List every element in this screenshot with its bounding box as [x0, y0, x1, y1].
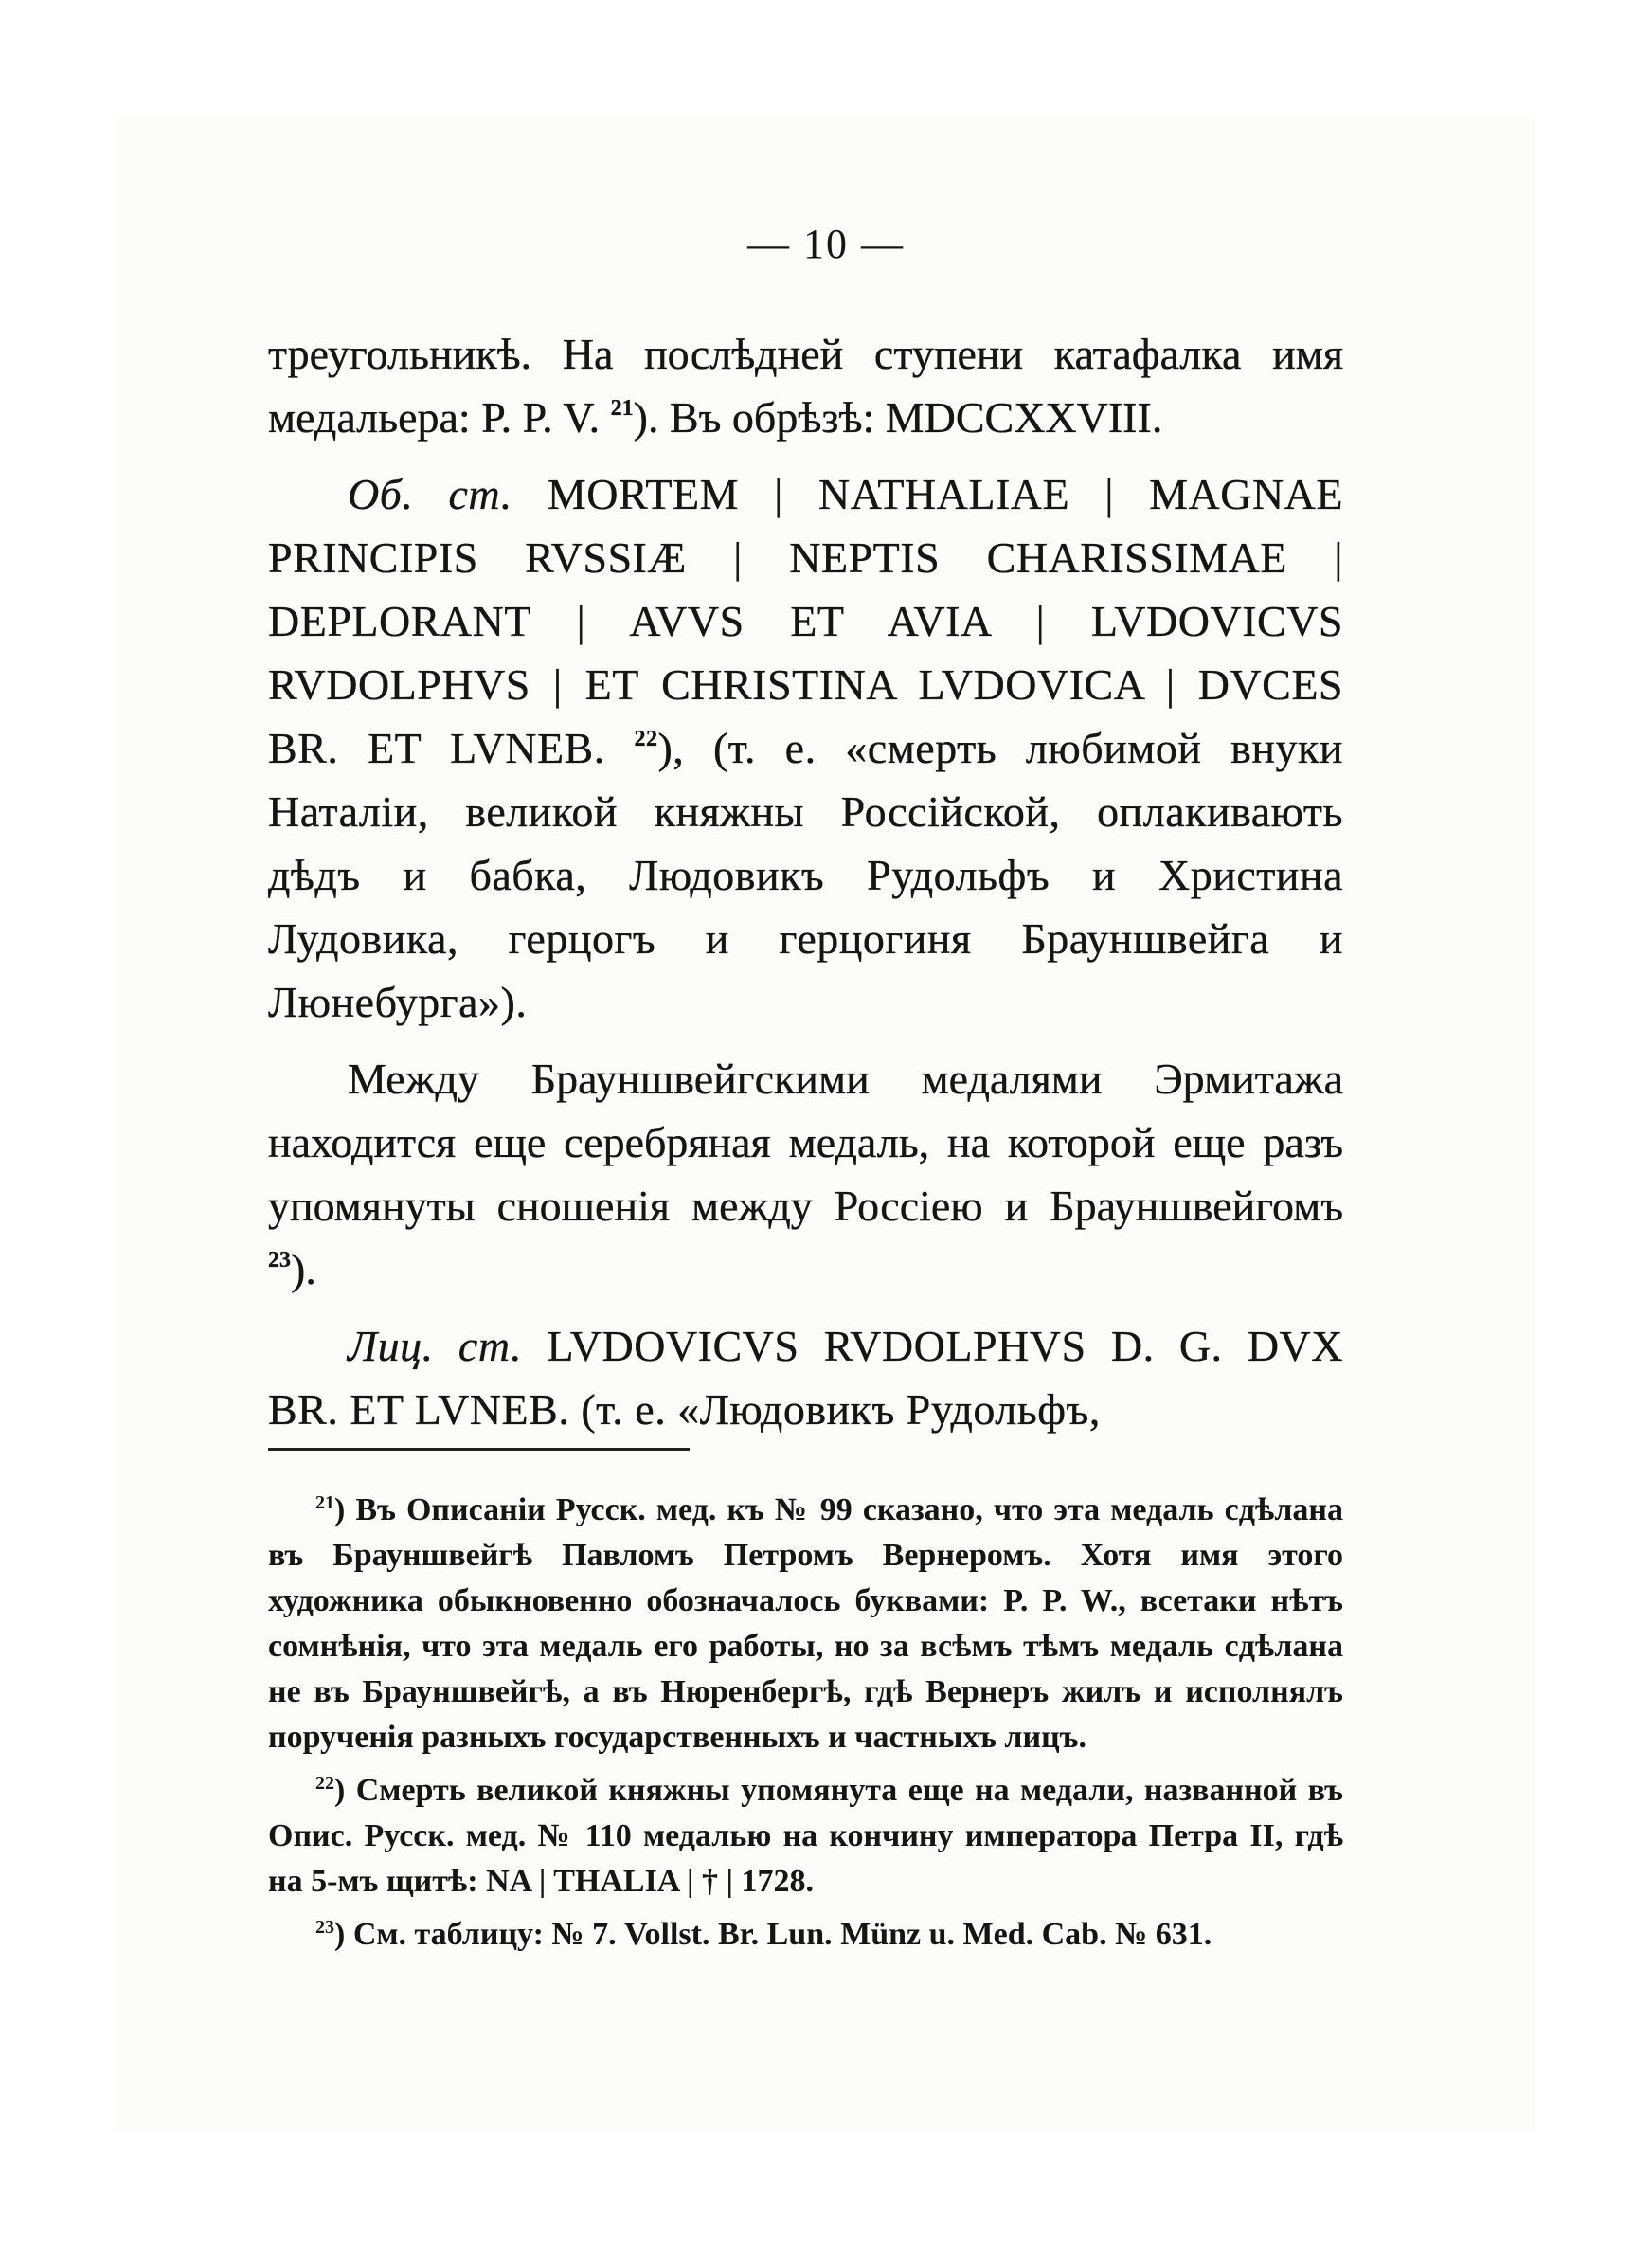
paragraph-2: Об. ст. MORTEM | NATHALIAE | MAGNAE PRINCIPIS RVSSIÆ | NEPTIS CHARISSIMAE | DEPLORANT | AVVS ET AVIA | LVDOVICVS RVDOLPHVS | ET CHRISTINA LVDOVICA | DVCES BR. ET LVNEB. $^{22}$), (т. е. «смерть любимой внуки Наталіи, великой княжны Россійской, оплакивають дѣдъ и бабка, Людовикъ Рудольфъ и Христина Лудовика, герцогъ и герцогиня Брауншвейга и Люнебурга»). [268, 470, 1343, 1026]
obverse-label: Об. ст. [348, 470, 512, 518]
page-number: — 10 — [747, 221, 905, 267]
footnotes [268, 1488, 1343, 1965]
footnote-ref-22[interactable]: 22 [634, 727, 658, 751]
paragraph-4: Лиц. ст. LVDOVICVS RVDOLPHVS D. G. DVX BR. ET LVNEB. (т. е. «Людовикъ Рудольфъ, [268, 1322, 1343, 1434]
footnote-divider [268, 1448, 690, 1451]
footnote-22: $^{22}$) Смерть великой княжны упомянута еще на медали, названной въ Опис. Русск. мед. № 110 медалью на кончину императора Петра II, гдѣ на 5-мъ щитѣ: NA | THALIA | † | 1728. [268, 1773, 1343, 1899]
main-text [268, 322, 1343, 1441]
paragraph-1: треугольникѣ. На послѣдней ступени катафалка имя медальера: P. P. V. $^{21}$). Въ обрѣзѣ: MDCCXXVIII. [268, 330, 1343, 442]
paragraph-3: Между Брауншвейгскими медалями Эрмитажа находится еще серебряная медаль, на которой еще разъ упомянуты сношенія между Россіею и Брауншвейгомъ $^{23}$). [268, 1055, 1343, 1293]
footnote-ref-21[interactable]: 21 [610, 396, 634, 421]
obverse-face-label: Лиц. ст. [348, 1322, 523, 1370]
footnote-ref-23[interactable]: 23 [268, 1248, 291, 1273]
footnote-23: $^{23}$) См. таблицу: № 7. Vollst. Br. Lun. Münz u. Med. Cab. № 631. [315, 1917, 1212, 1952]
footnote-21: $^{21}$) Въ Описаніи Русск. мед. къ № 99 сказано, что эта медаль сдѣлана въ Брауншвейгѣ Павломъ Петромъ Вернеромъ. Хотя имя этого художника обыкновенно обозначалось буквами: P. P. W., всетаки нѣтъ сомнѣнія, что эта медаль его работы, но за всѣмъ тѣмъ медаль сдѣлана не въ Брауншвейгѣ, а въ Нюренбергѣ, гдѣ Вернеръ жилъ и исполнялъ порученія разныхъ государственныхъ и частныхъ лицъ. [268, 1492, 1343, 1755]
